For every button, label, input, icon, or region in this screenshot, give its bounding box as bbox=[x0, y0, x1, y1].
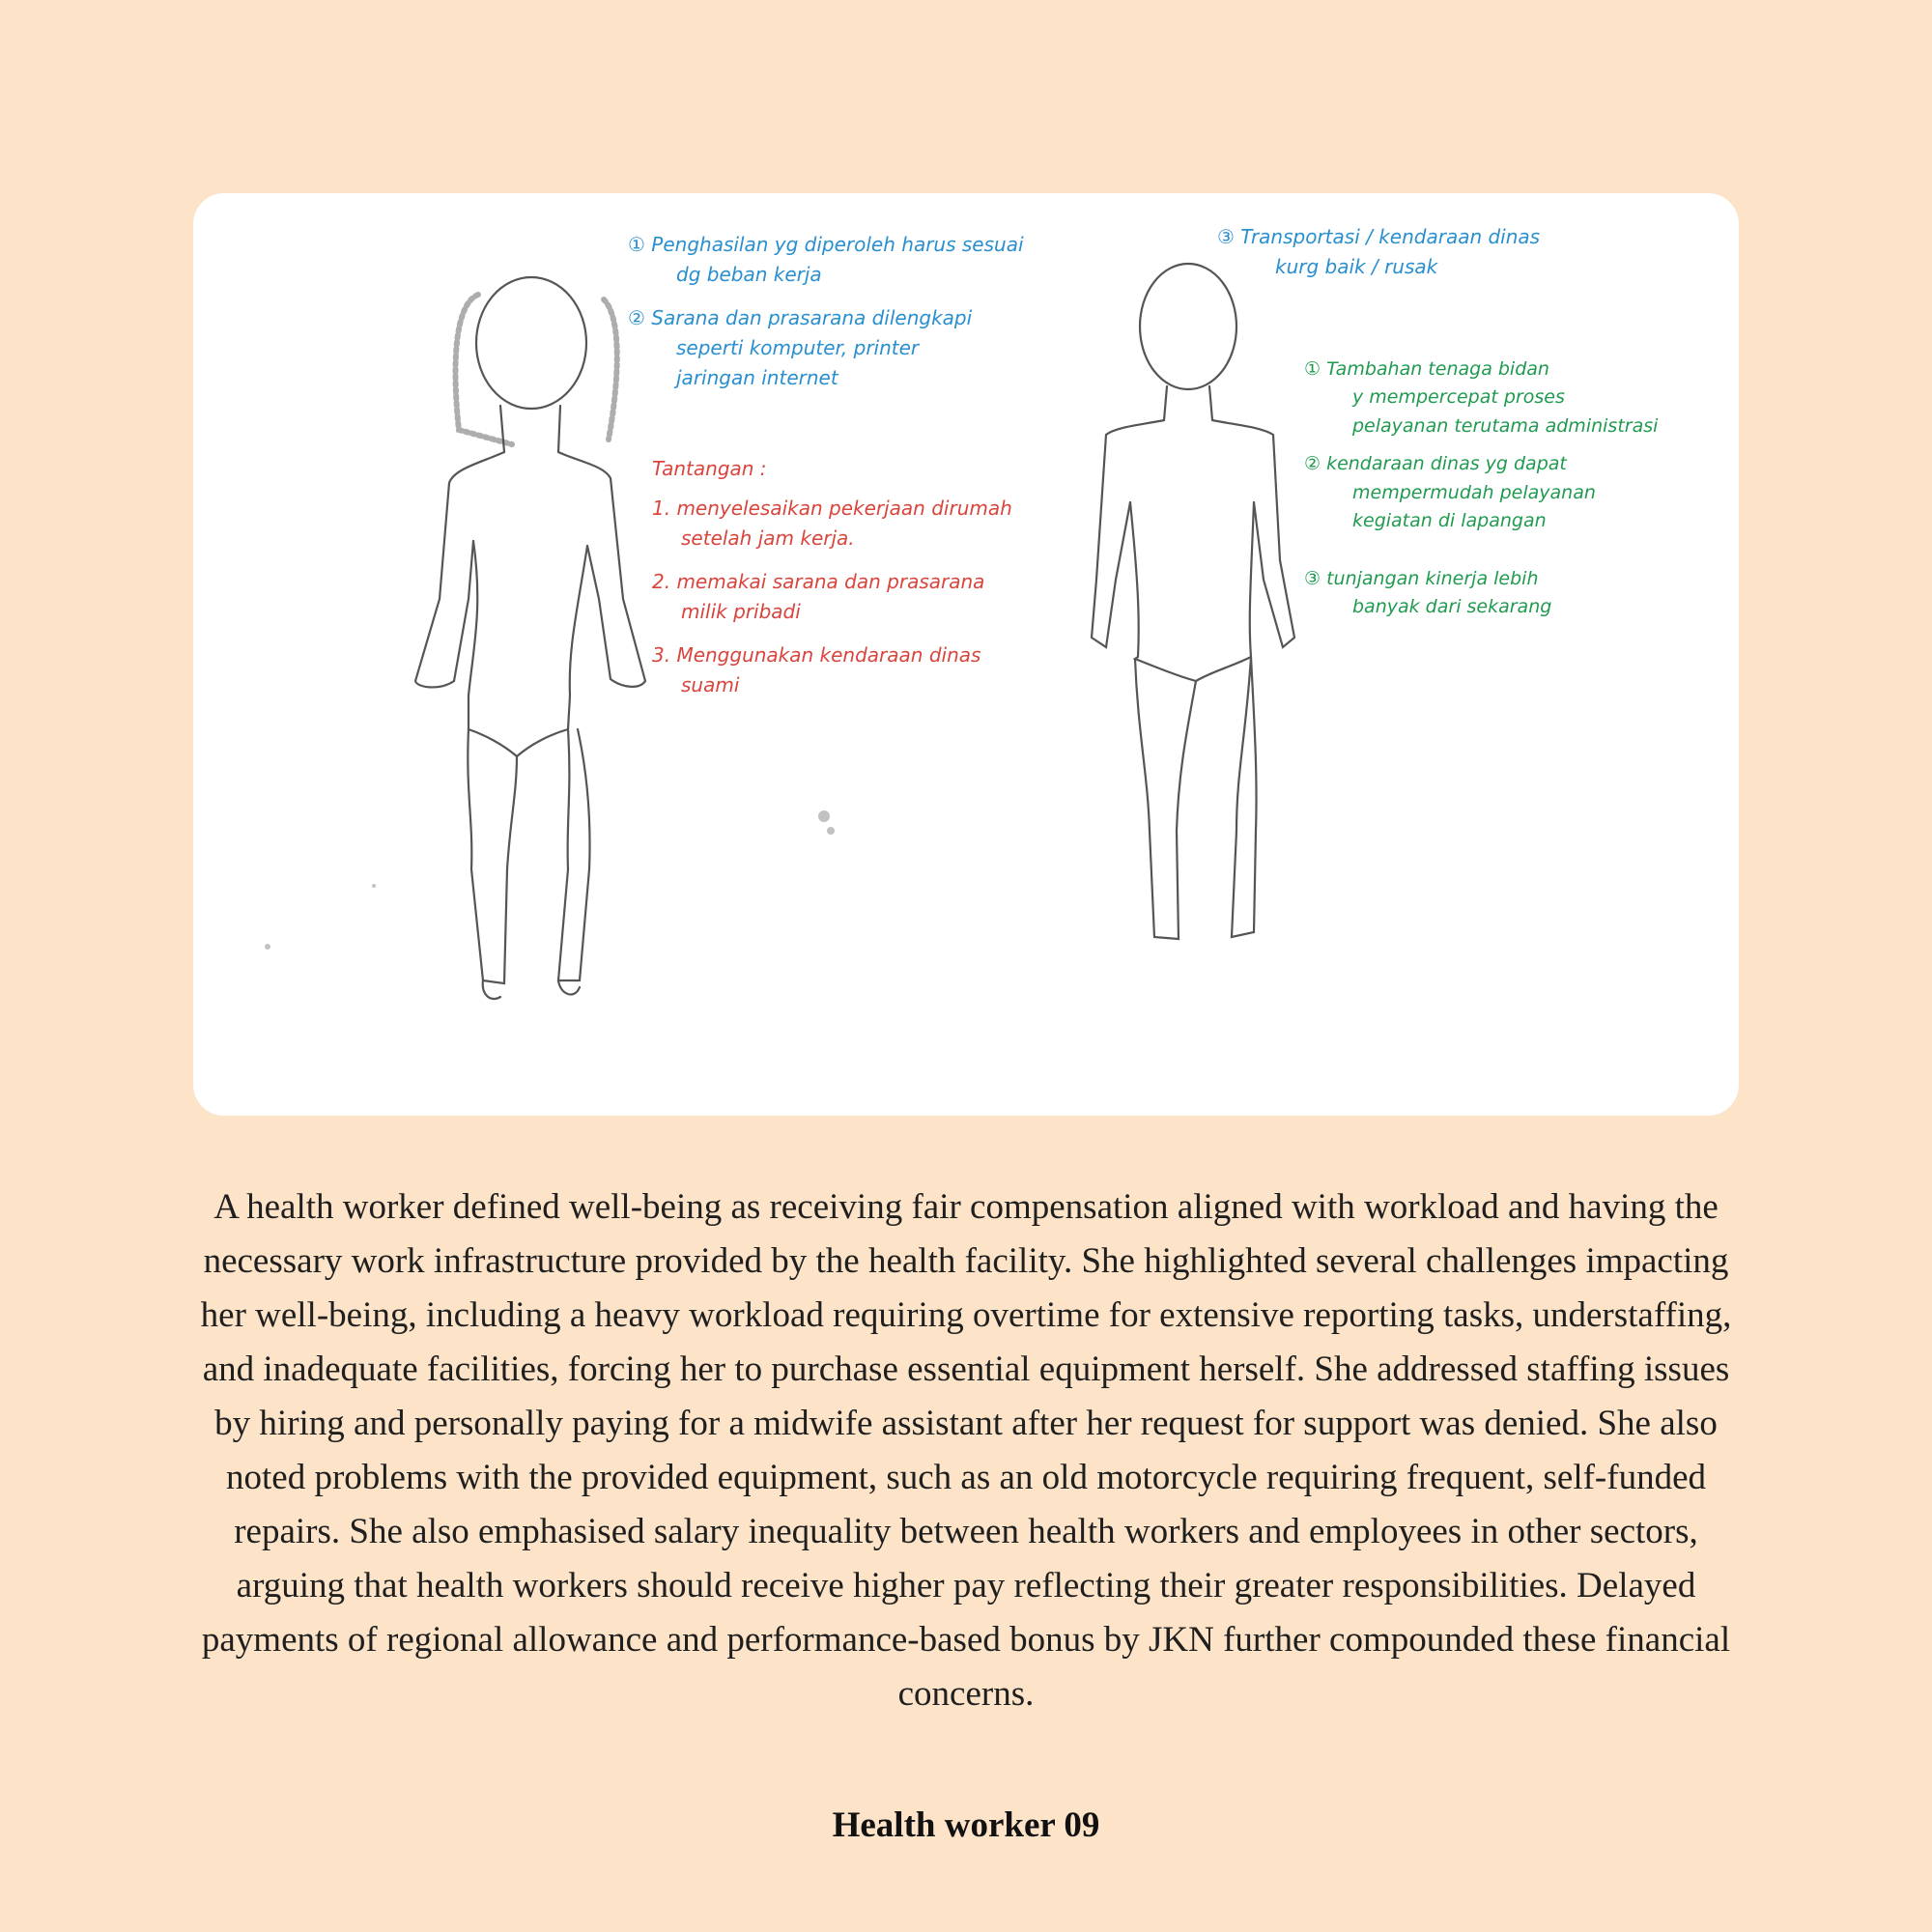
note-line: 3. Menggunakan kendaraan dinas bbox=[652, 643, 981, 667]
note-line: ③ Transportasi / kendaraan dinas bbox=[1217, 225, 1541, 248]
note-line: seperti komputer, printer bbox=[676, 336, 920, 359]
note-line: kurg baik / rusak bbox=[1275, 255, 1438, 278]
description-paragraph: A health worker defined well-being as receiving fair compensation aligned with workload and having the necessary work infrastructure provided by the health facility. She highlighted several challenges impacting her well-being, including a heavy workload requiring overtime for extensive reporting tasks, understaffing, and inadequate facilities, forcing her to purchase essential equipment herself. She addressed staffing issues by hiring and personally paying for a midwife assistant after her request for support was denied. She also noted problems with the provided equipment, such as an old motorcycle requiring frequent, self-funded repairs. She also emphasised salary inequality between health workers and employees in other sectors, arguing that health workers should receive higher pay reflecting their greater responsibilities. Delayed payments of regional allowance and performance-based bonus by JKN further compounded these financial concerns. bbox=[200, 1187, 1732, 1714]
note-line: milik pribadi bbox=[681, 600, 801, 623]
note-line: dg beban kerja bbox=[676, 263, 822, 286]
note-line: ① Tambahan tenaga bidan bbox=[1304, 358, 1549, 380]
note-line: jaringan internet bbox=[676, 366, 838, 389]
note-line: 1. menyelesaikan pekerjaan dirumah bbox=[652, 497, 1012, 520]
drawing-card bbox=[193, 193, 1739, 1116]
female-figure bbox=[415, 277, 645, 999]
female-positive-notes bbox=[628, 230, 1024, 393]
note-line: ① Penghasilan yg diperoleh harus sesuai bbox=[628, 233, 1024, 256]
pencil-smudges bbox=[265, 810, 835, 950]
challenges-title: Tantangan : bbox=[652, 457, 767, 480]
note-line: mempermudah pelayanan bbox=[1352, 481, 1596, 503]
note-line: kegiatan di lapangan bbox=[1352, 510, 1547, 532]
note-line: setelah jam kerja. bbox=[681, 526, 855, 550]
male-transport-note bbox=[1217, 222, 1540, 282]
note-line: ② kendaraan dinas yg dapat bbox=[1304, 453, 1567, 475]
note-line: ② Sarana dan prasarana dilengkapi bbox=[628, 306, 973, 329]
note-line: ③ tunjangan kinerja lebih bbox=[1304, 567, 1539, 589]
note-line: banyak dari sekarang bbox=[1352, 596, 1552, 618]
note-line: pelayanan terutama administrasi bbox=[1352, 414, 1659, 437]
male-figure bbox=[1092, 264, 1294, 939]
note-line: y mempercepat proses bbox=[1352, 386, 1565, 409]
male-needs-notes bbox=[1304, 355, 1658, 622]
caption: Health worker 09 bbox=[832, 1805, 1100, 1845]
female-challenge-notes bbox=[652, 454, 1012, 700]
note-line: 2. memakai sarana dan prasarana bbox=[652, 570, 985, 593]
note-line: suami bbox=[681, 673, 740, 696]
